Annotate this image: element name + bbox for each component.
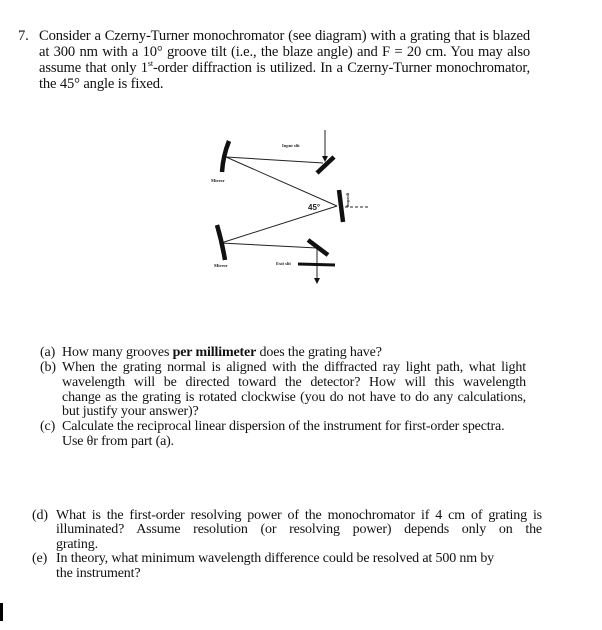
part-b-line: When the grating normal is aligned with the diffracted ray light path, what light	[62, 360, 526, 375]
mirror-top-label: Mirror	[211, 178, 225, 183]
part-b-label: (b)	[40, 360, 56, 375]
text: does the grating have?	[256, 345, 382, 360]
part-d-line: illuminated? Assume resolution (or resolving power) depends only on the	[56, 522, 542, 537]
czerny-turner-diagram	[180, 100, 400, 300]
text: assume that only 1	[39, 60, 148, 76]
angle-label: 45°	[308, 203, 321, 212]
ray	[226, 157, 323, 163]
question-line: at 300 nm with a 10° groove tilt (i.e., the blaze angle) and F = 20 cm. You may also	[39, 44, 530, 60]
part-d-label: (d)	[32, 508, 48, 523]
arrow-icon	[314, 278, 320, 284]
part-b-line: change as the grating is rotated clockwise (you do not have to do any calculations,	[62, 390, 526, 405]
mirror-bottom-label: Mirror	[214, 263, 228, 268]
text: -order diffraction is utilized. In a Czerny-Turner monochromator,	[152, 60, 530, 76]
part-e-label: (e)	[32, 551, 48, 566]
bold-text: per millimeter	[172, 345, 257, 360]
top-mirror	[222, 141, 229, 172]
bottom-mirror	[217, 225, 225, 260]
part-c-line: Calculate the reciprocal linear dispersion of the instrument for first-order spectra.	[62, 419, 505, 434]
exit-slit	[298, 264, 335, 265]
part-a-label: (a)	[40, 345, 56, 360]
input-slit-label: Input slit	[282, 143, 300, 148]
question-line	[39, 60, 530, 76]
exit-slit-label: Exit slit	[276, 261, 291, 266]
question-number: 7.	[18, 28, 29, 44]
part-c-label: (c)	[40, 419, 56, 434]
question-line: Consider a Czerny-Turner monochromator (see diagram) with a grating that is blazed	[39, 28, 530, 44]
text-cursor	[0, 603, 3, 621]
text: How many grooves	[62, 345, 173, 360]
ray	[226, 157, 337, 206]
superscript: st	[147, 59, 153, 68]
part-b-line: wavelength will be directed toward the detector? How will this wavelength	[62, 375, 526, 390]
question-line: the 45° angle is fixed.	[39, 76, 164, 92]
part-e-line: In theory, what minimum wavelength difference could be resolved at 500 nm by	[56, 551, 495, 566]
part-e-line: the instrument?	[56, 566, 141, 581]
part-a-text	[62, 345, 382, 361]
light-rays	[221, 130, 368, 282]
part-d-line: grating.	[56, 537, 98, 552]
part-b-line: but justify your answer)?	[62, 404, 199, 419]
grating	[339, 190, 343, 222]
part-c-line: Use θr from part (a).	[62, 434, 175, 449]
part-d-line: What is the first-order resolving power of the monochromator if 4 cm of grating is	[56, 508, 542, 523]
grating-label: grating	[346, 193, 351, 207]
ray	[221, 243, 317, 248]
